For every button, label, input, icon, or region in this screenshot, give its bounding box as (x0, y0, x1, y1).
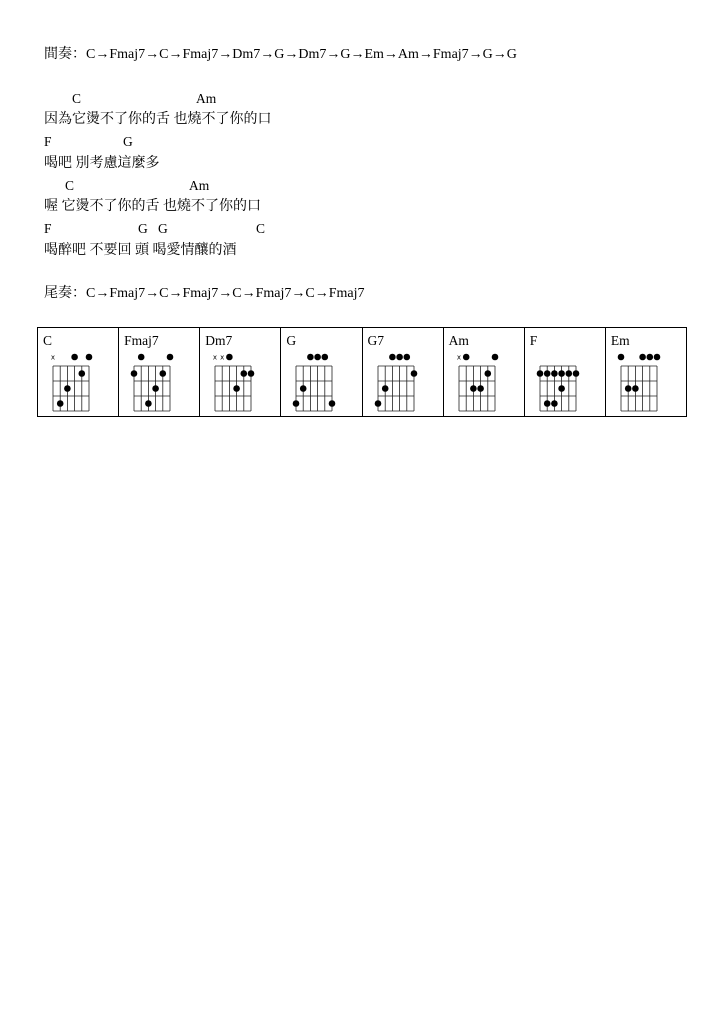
open-string-dot (654, 354, 661, 361)
open-string-dot (307, 354, 314, 361)
chord-diagram-cell (38, 328, 119, 416)
outro-line (44, 283, 684, 305)
chord-fingering-diagram (200, 328, 280, 416)
chord-diagram-name: F (529, 333, 538, 348)
open-string-dot (646, 354, 653, 361)
chord-line (44, 88, 684, 110)
open-string-dot (403, 354, 410, 361)
chord-fingering-diagram (606, 328, 686, 416)
chord-diagram-name: C (43, 333, 53, 348)
lyric-line: 喝吧 別考慮這麼多 (44, 155, 160, 171)
finger-dot (558, 385, 565, 392)
open-string-dot (71, 354, 78, 361)
open-string-dot (138, 354, 145, 361)
chord-diagram-name: Dm7 (205, 333, 233, 348)
chord-symbol: C (72, 90, 82, 106)
finger-dot (544, 400, 551, 407)
chord-diagram-name: G (286, 333, 297, 348)
outro-label: 尾奏： (44, 286, 86, 302)
chord-symbol: Am (189, 177, 210, 193)
chord-symbol: G (123, 134, 133, 149)
blank-line (44, 262, 684, 284)
blank-line (44, 66, 684, 88)
finger-dot (410, 370, 417, 377)
chord-diagram-cell (200, 328, 281, 416)
chord-symbol: Am (196, 90, 217, 106)
open-string-dot (389, 354, 396, 361)
open-string-dot (315, 354, 322, 361)
finger-dot (152, 385, 159, 392)
chord-fingering-diagram (363, 328, 443, 416)
finger-dot (565, 370, 572, 377)
chord-symbol: G (138, 221, 148, 236)
chord-diagram-cell (119, 328, 200, 416)
open-string-dot (463, 354, 470, 361)
open-string-dot (226, 354, 233, 361)
outro-progression: C→Fmaj7→C→Fmaj7→C→Fmaj7→C→Fmaj7 (86, 286, 365, 302)
finger-dot (477, 385, 484, 392)
chord-fingering-diagram (281, 328, 361, 416)
chord-diagram-name: Fmaj7 (124, 333, 159, 348)
finger-dot (572, 370, 579, 377)
chord-fingering-diagram (38, 328, 118, 416)
lyric-line: 喔 它燙不了你的舌 也燒不了你的口 (44, 199, 261, 215)
chord-diagram-cell (444, 328, 525, 416)
finger-dot (536, 370, 543, 377)
chord-diagram-cell (281, 328, 362, 416)
finger-dot (632, 385, 639, 392)
chord-line (44, 218, 684, 240)
finger-dot (160, 370, 167, 377)
lyric-line: 喝醉吧 不要回 頭 喝愛情釀的酒 (44, 242, 237, 258)
open-string-dot (167, 354, 174, 361)
interlude-progression: C→Fmaj7→C→Fmaj7→Dm7→G→Dm7→G→Em→Am→Fmaj7→G→G (86, 47, 517, 62)
open-string-dot (322, 354, 329, 361)
open-string-dot (618, 354, 625, 361)
chord-diagram-cell (525, 328, 606, 416)
finger-dot (484, 370, 491, 377)
finger-dot (131, 370, 138, 377)
muted-string-mark: x (50, 353, 56, 362)
finger-dot (64, 385, 71, 392)
chord-diagram-cell (606, 328, 686, 416)
chord-diagram-table (37, 327, 687, 417)
open-string-dot (639, 354, 646, 361)
finger-dot (329, 400, 336, 407)
finger-dot (293, 400, 300, 407)
finger-dot (625, 385, 632, 392)
muted-string-mark: x (456, 353, 461, 362)
open-string-dot (86, 354, 93, 361)
muted-string-mark: x (213, 353, 218, 362)
chord-diagram-name: Am (448, 333, 469, 348)
chord-line (44, 131, 684, 153)
chord-fingering-diagram (119, 328, 199, 416)
finger-dot (234, 385, 241, 392)
interlude-line (44, 44, 684, 66)
chord-diagram-name: Em (610, 333, 630, 348)
barre-dot (544, 370, 551, 377)
finger-dot (381, 385, 388, 392)
finger-dot (241, 370, 248, 377)
barre-dot (558, 370, 565, 377)
finger-dot (57, 400, 64, 407)
chord-fingering-diagram (444, 328, 524, 416)
chord-symbol: C (65, 177, 75, 193)
finger-dot (300, 385, 307, 392)
lyric-line: 因為它燙不了你的舌 也燒不了你的口 (44, 112, 272, 128)
finger-dot (145, 400, 152, 407)
chord-line (44, 175, 684, 197)
finger-dot (374, 400, 381, 407)
finger-dot (79, 370, 86, 377)
chord-symbol: F (44, 221, 52, 236)
chord-fingering-diagram (525, 328, 605, 416)
chord-diagram-cell (363, 328, 444, 416)
chord-sheet (44, 44, 684, 305)
barre-dot (551, 370, 558, 377)
chord-symbol: F (44, 134, 52, 149)
muted-string-mark: x (220, 353, 225, 362)
chord-diagram-name: G7 (367, 333, 384, 348)
chord-symbol: G (158, 221, 168, 236)
chord-symbol: C (256, 221, 266, 236)
finger-dot (248, 370, 255, 377)
finger-dot (470, 385, 477, 392)
finger-dot (551, 400, 558, 407)
interlude-label: 間奏： (44, 47, 86, 62)
open-string-dot (491, 354, 498, 361)
open-string-dot (396, 354, 403, 361)
